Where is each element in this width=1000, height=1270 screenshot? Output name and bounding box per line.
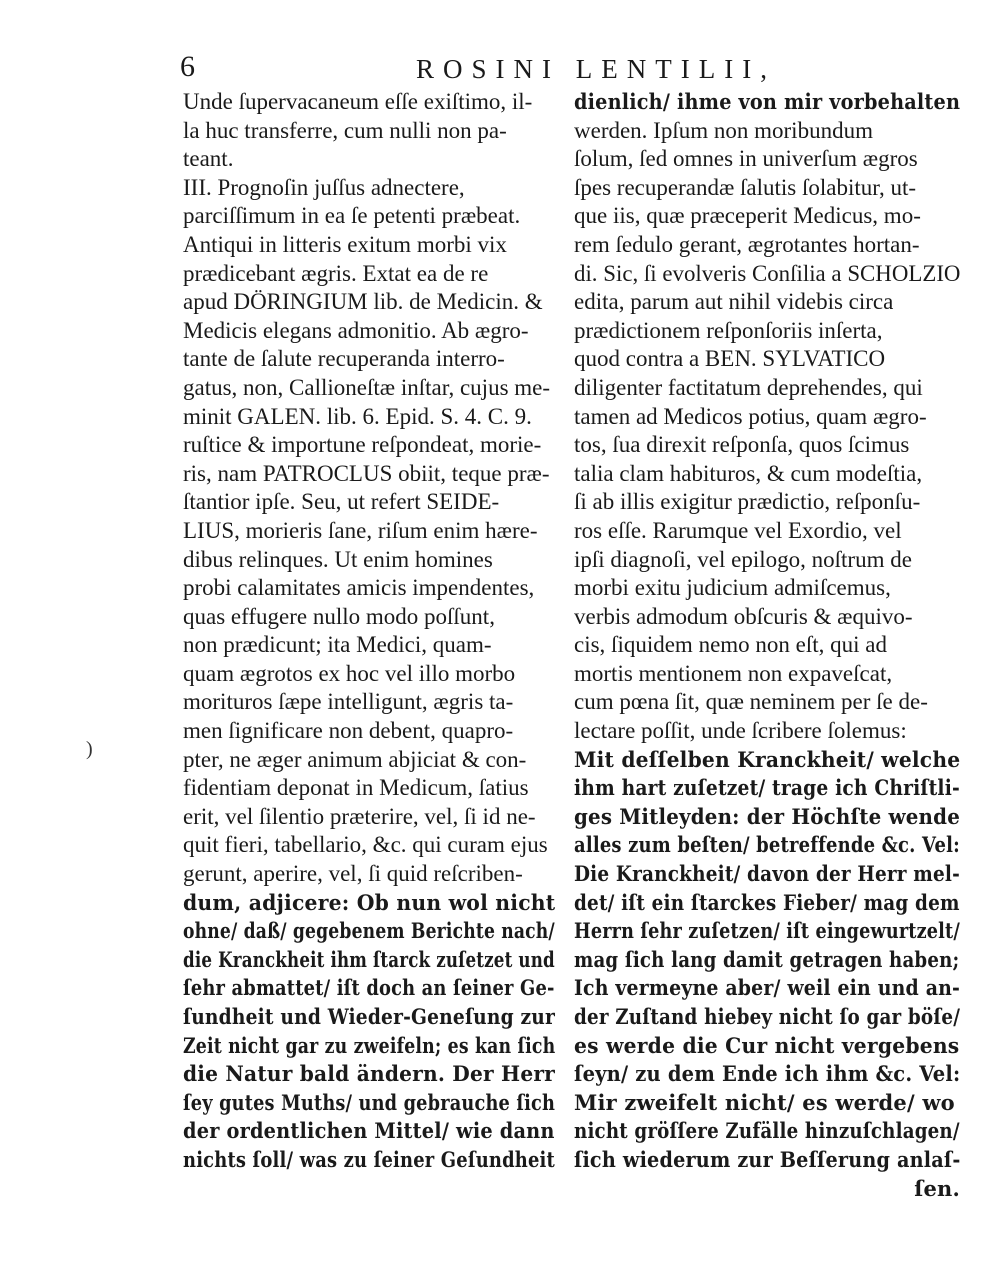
text-line: ſen. — [914, 1175, 960, 1201]
text-line: quam ægrotos ex hoc vel illo morbo — [183, 660, 516, 686]
running-title: ROSINI LENTILII, — [416, 54, 776, 84]
text-line: rem ſedulo gerant, ægrotantes hortan- — [574, 231, 920, 257]
text-line: ihm hart zuſetzet/ trage ich Chriſtli- — [574, 775, 960, 801]
text-line: teant. — [183, 146, 234, 172]
text-line: gatus, non, Callioneſtæ inſtar, cujus me- — [183, 374, 551, 400]
text-line: LIUS, morieris ſane, riſum enim hære- — [183, 517, 538, 543]
text-line: ſehr abmattet/ iſt doch an ſeiner Ge- — [183, 975, 555, 1001]
text-line: dienlich/ ihme von mir vorbehalten — [574, 89, 961, 114]
text-line: ſi ab illis exigitur prædictio, reſponſu- — [574, 489, 921, 515]
text-line: det/ iſt ein ſtarckes Fieber/ mag dem — [574, 889, 960, 915]
text-line: que iis, quæ præceperit Medicus, mo- — [574, 203, 921, 229]
text-line: dum, adjicere: Ob nun wol nicht — [183, 889, 556, 915]
text-line: tamen ad Medicos potius, quam ægro- — [574, 403, 927, 429]
text-line: Mit deſſelben Kranckheit/ welche — [574, 746, 961, 772]
text-line: parciſſimum in ea ſe petenti præbeat. — [183, 203, 521, 229]
text-line: Unde ſupervacaneum eſſe exiſtimo, il- — [183, 89, 533, 114]
text-line: Die Kranckheit/ davon der Herr mel- — [574, 861, 960, 887]
text-line: es werde die Cur nicht vergebens — [574, 1032, 960, 1058]
right-text-column — [574, 88, 960, 1203]
running-head — [180, 50, 960, 90]
text-line: quas effugere nullo modo poſſunt, — [183, 603, 495, 629]
text-line: alles zum beſten/ betreffende &c. Vel: — [574, 832, 960, 858]
text-line: dibus relinques. Ut enim homines — [183, 546, 493, 572]
text-line: ſich wiederum zur Beſſerung anlaſ- — [574, 1146, 961, 1172]
text-line: quod contra a BEN. SYLVATICO — [574, 346, 886, 372]
text-line: Mir zweifelt nicht/ es werde/ wo — [574, 1089, 955, 1115]
text-line: fidentiam deponat in Medicum, ſatius — [183, 775, 529, 801]
text-line: minit GALEN. lib. 6. Epid. S. 4. C. 9. — [183, 403, 532, 429]
text-line: ſeyn/ zu dem Ende ich ihm &c. Vel: — [574, 1061, 961, 1087]
text-line: ohne/ daß/ gegebenem Berichte nach/ — [183, 918, 555, 944]
text-line: Zeit nicht gar zu zweifeln; es kan ſich — [183, 1032, 556, 1058]
text-line: Antiqui in litteris exitum morbi vix — [183, 231, 507, 257]
text-line: morituros ſæpe intelligunt, ægris ta- — [183, 689, 514, 715]
text-line: nicht gröſſere Zufälle hinzuſchlagen/ — [574, 1118, 960, 1144]
text-line: talia clam habituros, & cum modeſtia, — [574, 460, 923, 486]
text-line: la huc transferre, cum nulli non pa- — [183, 117, 507, 143]
text-line: verbis admodum obſcuris & æquivo- — [574, 603, 913, 629]
text-line: prædicebant ægris. Extat ea de re — [183, 260, 489, 286]
text-line: cis, ſiquidem nemo non eſt, qui ad — [574, 632, 888, 658]
margin-mark: ) — [86, 738, 93, 760]
text-line: apud DÖRINGIUM lib. de Medicin. & — [183, 289, 543, 315]
text-line: der Zuſtand hiebey nicht ſo gar böſe/ — [574, 1004, 961, 1029]
text-line: ſolum, ſed omnes in univerſum ægros — [574, 146, 918, 172]
text-line: mag ſich lang damit getragen haben; — [574, 946, 960, 972]
text-line: ſpes recuperandæ ſalutis ſolabitur, ut- — [574, 174, 917, 200]
text-line: probi calamitates amicis impendentes, — [183, 575, 535, 601]
text-line: ipſi diagnoſi, vel epilogo, noſtrum de — [574, 546, 912, 572]
text-line: pter, ne æger animum abjiciat & con- — [183, 746, 527, 772]
text-line: nichts ſoll/ was zu ſeiner Geſundheit — [183, 1146, 555, 1172]
text-line: Medicis elegans admonitio. Ab ægro- — [183, 317, 529, 343]
text-line: der ordentlichen Mittel/ wie dann — [183, 1118, 555, 1144]
text-line: tos, ſua direxit reſponſa, quos ſcimus — [574, 432, 910, 458]
page-number: 6 — [180, 50, 196, 83]
text-line: quit fieri, tabellario, &c. qui curam ejus — [183, 832, 548, 858]
text-line: erit, vel ſilentio præterire, vel, ſi id ne- — [183, 803, 536, 829]
text-line: gerunt, aperire, vel, ſi quid reſcriben- — [183, 861, 523, 887]
text-line: diligenter factitatum deprehendes, qui — [574, 374, 923, 400]
text-line: cum pœna ſit, quæ neminem per ſe de- — [574, 689, 928, 715]
text-line: ruſtice & importune reſpondeat, morie- — [183, 432, 542, 458]
text-line: morbi exitu judicium admiſcemus, — [574, 575, 891, 601]
text-line: III. Prognoſin juſſus adnectere, — [183, 174, 465, 200]
text-line: mortis mentionem non expaveſcat, — [574, 660, 893, 686]
text-line: non prædicunt; ita Medici, quam- — [183, 632, 492, 658]
text-line: ſtantior ipſe. Seu, ut refert SEIDE- — [183, 489, 500, 515]
text-line: die Kranckheit ihm ſtarck zuſetzet und — [183, 946, 555, 972]
left-text-column — [183, 88, 555, 1175]
text-line: die Natur bald ändern. Der Herr — [183, 1061, 555, 1087]
text-line: Ich vermeyne aber/ weil ein und an- — [574, 975, 961, 1001]
text-line: ſundheit und Wieder-Geneſung zur — [183, 1004, 556, 1029]
text-line: werden. Ipſum non moribundum — [574, 117, 873, 143]
text-line: ges Mitleyden: der Höchſte wende — [574, 803, 961, 829]
text-line: edita, parum aut nihil videbis circa — [574, 289, 894, 315]
text-line: ros eſſe. Rarumque vel Exordio, vel — [574, 517, 902, 543]
text-line: lectare poſſit, unde ſcribere ſolemus: — [574, 718, 907, 744]
text-line: ris, nam PATROCLUS obiit, teque præ- — [183, 460, 550, 486]
text-line: tante de ſalute recuperanda interro- — [183, 346, 505, 372]
text-line: ſey gutes Muths/ und gebrauche ſich — [183, 1089, 556, 1115]
text-line: prædictionem reſponſoriis inſerta, — [574, 317, 883, 343]
text-line: di. Sic, ſi evolveris Conſilia a SCHOLZIO — [574, 260, 961, 286]
text-line: Herrn ſehr zuſetzen/ iſt eingewurtzelt/ — [574, 918, 960, 944]
text-line: men ſignificare non debent, quapro- — [183, 718, 514, 744]
